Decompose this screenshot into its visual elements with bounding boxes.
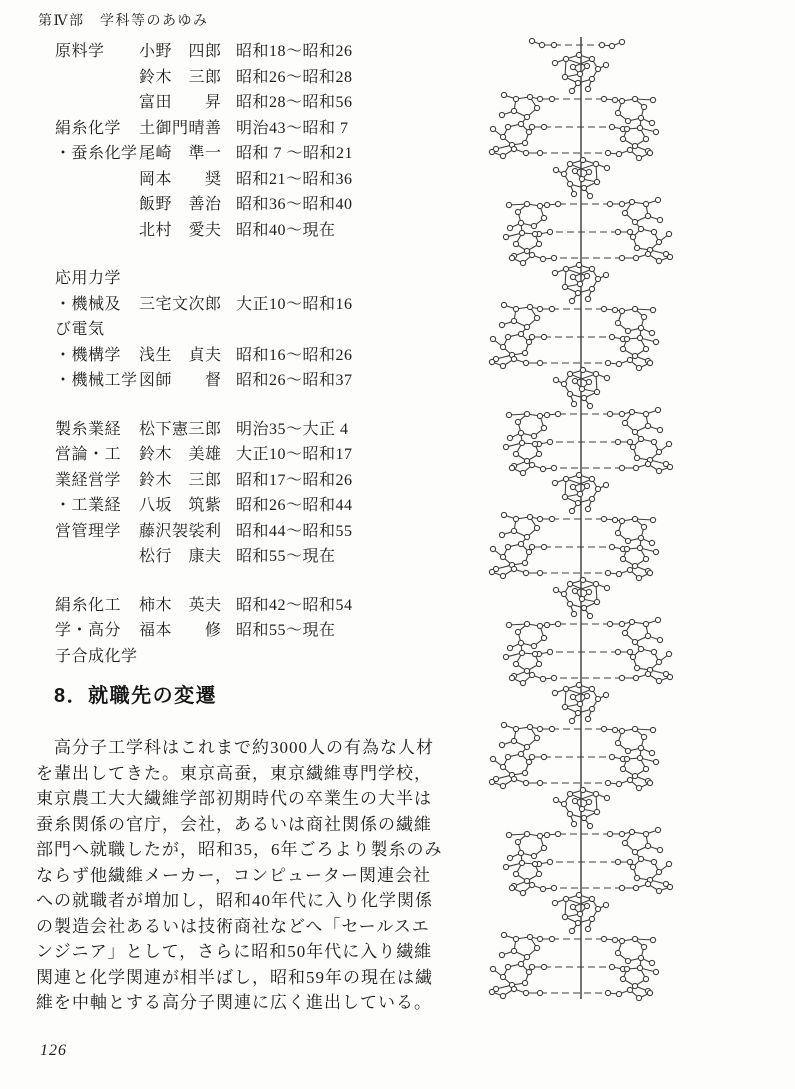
name-cell: 八坂 筑紫 [139,497,222,515]
period-cell: 昭和28～昭和56 [236,94,353,112]
period-cell: 明治43～昭和 7 [236,119,349,137]
period-cell: 大正10～昭和16 [236,295,353,313]
period-cell: 大正10～昭和17 [236,446,353,464]
paragraph-line: 東京農工大大繊維学部初期時代の卒業生の大半は [36,789,432,808]
period-cell: 明治35～大正 4 [236,420,349,438]
table-row [55,88,353,114]
faculty-table [55,37,353,667]
table-row [55,616,353,642]
section-heading: 8．就職先の変遷 [54,685,218,707]
name-cell: 柿木 英夫 [139,596,222,614]
period-cell: 昭和26～昭和37 [236,372,353,390]
name-cell: 鈴木 美雄 [139,446,222,464]
table-row [55,290,353,316]
body-paragraph [36,735,466,1016]
subject-cell: 絹糸化学 [55,119,122,137]
page-number: 126 [40,1042,67,1059]
table-row [55,440,353,466]
name-cell: 図師 督 [139,372,222,390]
paragraph-line: の製造会社あるいは技術商社などへ「セールスエ [36,916,430,936]
paragraph-line: 関連と化学関連が相半ばし，昭和59年の現在は繊 [36,967,433,987]
table-row [55,114,353,140]
subject-cell: ・機構学 [55,346,122,364]
table-row [55,165,353,191]
subject-cell: 学・高分 [55,622,122,640]
name-cell: 福本 修 [139,622,222,640]
subject-cell: ・機械及 [55,295,122,313]
molecule-helix-figure [476,33,676,1008]
name-cell: 鈴木 三郎 [139,471,222,489]
period-cell: 昭和21～昭和36 [236,170,353,188]
subject-cell: 製糸業経 [55,420,122,438]
table-row [55,37,353,63]
name-cell: 藤沢袈裟利 [139,522,222,540]
subject-cell: び電気 [55,321,105,339]
name-cell: 松行 康夫 [139,548,222,566]
period-cell: 昭和44～昭和55 [236,522,353,540]
table-row [55,366,353,392]
page-header: 第Ⅳ部 学科等のあゆみ [38,14,209,29]
subject-cell: 業経営学 [55,471,122,489]
subject-cell: 絹糸化工 [55,596,122,614]
table-row [55,491,353,517]
subject-cell: ・機械工学 [55,372,138,390]
name-cell: 尾崎 準一 [139,145,222,163]
table-row [55,642,353,668]
table-row [55,264,353,290]
period-cell: 昭和18～昭和26 [236,43,353,61]
name-cell: 浅生 貞夫 [139,346,222,364]
table-row [55,466,353,492]
table-row [55,591,353,617]
name-cell: 鈴木 三郎 [139,68,222,86]
period-cell: 昭和36～昭和40 [236,196,353,214]
paragraph-line: を輩出してきた。東京高蚕，東京繊維専門学校， [36,763,432,783]
period-cell: 昭和26～昭和44 [236,497,353,515]
period-cell: 昭和 7 ～昭和21 [236,145,354,163]
period-cell: 昭和17～昭和26 [236,471,353,489]
table-row [55,517,353,543]
period-cell: 昭和40～現在 [236,221,336,239]
table-row [55,315,353,341]
subject-cell: 営論・工 [55,446,122,464]
table-row [55,415,353,441]
name-cell: 松下憲三郎 [139,420,222,438]
period-cell: 昭和55～現在 [236,548,336,566]
paragraph-line: 部門へ就職したが，昭和35，6年ごろより製糸のみ [36,840,443,859]
table-row [55,190,353,216]
period-cell: 昭和26～昭和28 [236,68,353,86]
period-cell: 昭和55～現在 [236,622,336,640]
subject-cell: 応用力学 [55,270,122,288]
subject-cell: ・蚕糸化学 [55,145,138,163]
paragraph-line: 維を中軸とする高分子関連に広く進出している。 [36,993,432,1012]
paragraph-line: ならず他繊維メーカー，コンピューター関連会社 [36,865,431,885]
name-cell: 富田 昇 [139,94,222,112]
subject-cell: 子合成化学 [55,647,138,665]
table-row [55,341,353,367]
name-cell: 小野 四郎 [139,43,222,61]
period-cell: 昭和16～昭和26 [236,346,353,364]
paragraph-line: ンジニア」として，さらに昭和50年代に入り繊維 [36,942,433,961]
paragraph-line: への就職者が増加し，昭和40年代に入り化学関係 [36,891,433,910]
table-row [55,139,353,165]
subject-cell: 原料学 [55,43,105,61]
paragraph-line: 蚕糸関係の官庁，会社，あるいは商社関係の繊維 [36,814,432,834]
name-cell: 三宅文次郎 [139,295,222,313]
name-cell: 岡本 奨 [139,170,222,188]
name-cell: 北村 愛夫 [139,221,222,239]
name-cell: 土御門晴善 [139,119,222,137]
subject-cell: ・工業経 [55,497,122,515]
table-row [55,542,353,568]
paragraph-line: 高分子工学科はこれまで約3000人の有為な人材 [36,738,434,757]
subject-cell: 営管理学 [55,522,122,540]
table-row [55,63,353,89]
period-cell: 昭和42～昭和54 [236,596,353,614]
table-row [55,216,353,242]
name-cell: 飯野 善治 [139,196,222,214]
